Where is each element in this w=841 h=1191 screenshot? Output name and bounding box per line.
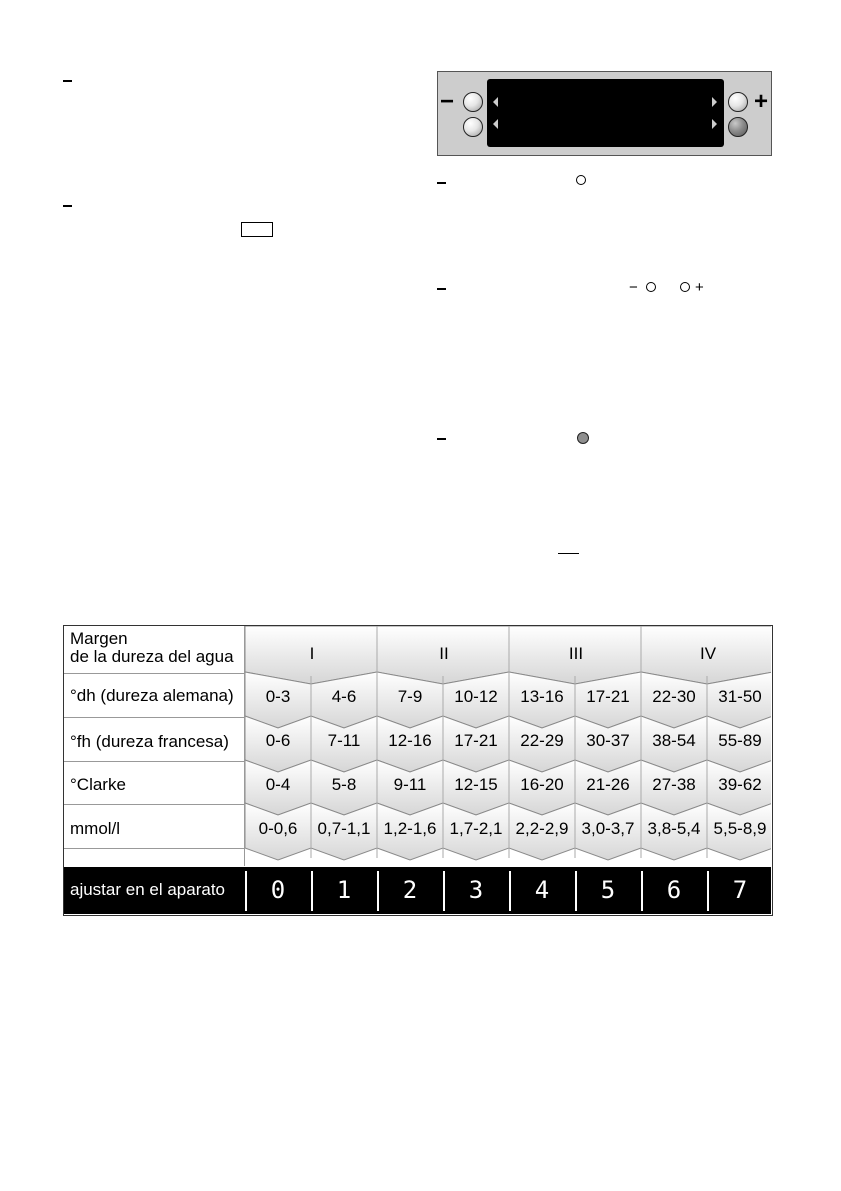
- setting-value-5: 5: [600, 876, 616, 904]
- header-label: [64, 630, 244, 666]
- hardness-value-cell: 12-15: [454, 775, 498, 794]
- hardness-value-cell: 22-30: [652, 687, 696, 706]
- setting-value-7: 7: [732, 876, 748, 904]
- plus-symbol: +: [695, 279, 704, 296]
- key-box-icon: [241, 222, 273, 237]
- arrow-left-icon: [493, 119, 498, 129]
- row-divider: [64, 848, 245, 849]
- range-header-3: III: [568, 644, 584, 663]
- knob-top-right-button[interactable]: [728, 92, 748, 112]
- setting-value-1: 1: [336, 876, 352, 904]
- knob-bottom-right-button[interactable]: [728, 117, 748, 137]
- arrow-right-icon: [712, 119, 717, 129]
- row-divider: [64, 804, 245, 805]
- hardness-value-cell: 21-26: [586, 775, 630, 794]
- hardness-value-cell: 2,2-2,9: [515, 819, 569, 838]
- hardness-value-cell: 5,5-8,9: [713, 819, 767, 838]
- overline-mark: [558, 553, 579, 554]
- hardness-value-cell: 7-9: [397, 687, 423, 706]
- settings-row-label: ajustar en el aparato: [70, 880, 225, 899]
- minus-symbol: −: [629, 279, 638, 296]
- hardness-value-cell: 16-20: [520, 775, 564, 794]
- hardness-value-cell: 0-4: [265, 775, 291, 794]
- row-divider: [64, 717, 245, 718]
- row-divider: [64, 761, 245, 762]
- bullet-dash: [437, 438, 446, 440]
- knob-symbol-icon: [646, 282, 656, 292]
- hardness-value-cell: 0,7-1,1: [317, 819, 371, 838]
- hardness-value-cell: 17-21: [586, 687, 630, 706]
- hardness-value-cell: 27-38: [652, 775, 696, 794]
- hardness-value-cell: 7-11: [327, 731, 361, 750]
- hardness-value-cell: 31-50: [718, 687, 762, 706]
- setting-value-4: 4: [534, 876, 550, 904]
- arrow-left-icon: [493, 97, 498, 107]
- header-label-line2: de la dureza del agua: [70, 647, 234, 666]
- hardness-value-cell: 13-16: [520, 687, 564, 706]
- water-hardness-table: [63, 625, 773, 916]
- hardness-value-cell: 55-89: [718, 731, 762, 750]
- control-panel: [437, 71, 772, 156]
- knob-symbol-icon: [680, 282, 690, 292]
- bullet-dash: [437, 288, 446, 290]
- arrow-right-icon: [712, 97, 717, 107]
- hardness-value-cell: 10-12: [454, 687, 498, 706]
- knob-bottom-left-button[interactable]: [463, 117, 483, 137]
- hardness-value-cell: 38-54: [652, 731, 696, 750]
- range-header-1: I: [309, 644, 315, 663]
- row-label-mmol: mmol/l: [70, 819, 121, 838]
- plus-sign: +: [754, 88, 769, 115]
- hardness-value-cell: 5-8: [331, 775, 357, 794]
- setting-value-2: 2: [402, 876, 418, 904]
- hardness-value-cell: 22-29: [520, 731, 564, 750]
- hardness-value-cell: 1,2-1,6: [383, 819, 437, 838]
- range-header-2: II: [439, 644, 449, 663]
- range-header-4: IV: [699, 644, 717, 663]
- settings-row: [64, 867, 771, 914]
- hardness-value-cell: 39-62: [718, 775, 762, 794]
- row-divider: [64, 673, 245, 674]
- knob-dark-symbol-icon: [577, 432, 589, 444]
- bullet-dash: [63, 205, 72, 207]
- knob-top-left-button[interactable]: [463, 92, 483, 112]
- hardness-value-cell: 0-0,6: [258, 819, 298, 838]
- row-label-clarke: °Clarke: [70, 775, 126, 794]
- minus-sign: −: [440, 88, 455, 115]
- display-screen: [487, 79, 724, 147]
- knob-symbol-icon: [576, 175, 586, 185]
- hardness-value-cell: 12-16: [388, 731, 432, 750]
- hardness-value-cell: 0-6: [265, 731, 291, 750]
- header-label-line1: Margen: [70, 629, 128, 648]
- hardness-value-cell: 30-37: [586, 731, 630, 750]
- bullet-dash: [63, 80, 72, 82]
- hardness-value-cell: 1,7-2,1: [449, 819, 503, 838]
- setting-value-3: 3: [468, 876, 484, 904]
- setting-value-0: 0: [270, 876, 286, 904]
- row-label-dh: °dh (dureza alemana): [70, 686, 234, 705]
- row-label-fh: °fh (dureza francesa): [70, 732, 229, 751]
- hardness-value-cell: 9-11: [393, 775, 427, 794]
- hardness-value-cell: 3,8-5,4: [647, 819, 701, 838]
- setting-value-6: 6: [666, 876, 682, 904]
- hardness-value-cell: 0-3: [265, 687, 291, 706]
- bullet-dash: [437, 182, 446, 184]
- hardness-value-cell: 17-21: [454, 731, 498, 750]
- hardness-value-cell: 4-6: [331, 687, 357, 706]
- hardness-value-cell: 3,0-3,7: [581, 819, 635, 838]
